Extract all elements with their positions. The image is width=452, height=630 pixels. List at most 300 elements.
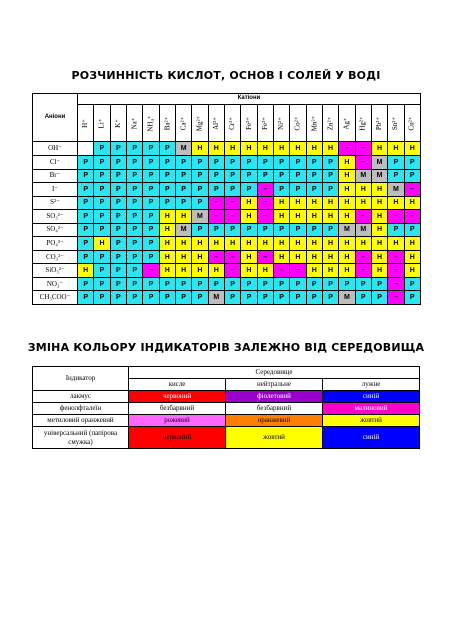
environment-header: Середовище <box>129 367 420 379</box>
solubility-cell: P <box>241 183 257 197</box>
solubility-cell: H <box>371 142 387 156</box>
solubility-cell: H <box>224 142 240 156</box>
solubility-cell: P <box>126 277 142 291</box>
solubility-cell: P <box>192 223 208 237</box>
solubility-cell: P <box>94 196 110 210</box>
solubility-cell: P <box>175 183 191 197</box>
solubility-cell: M <box>355 169 371 183</box>
solubility-cell: P <box>273 223 289 237</box>
solubility-cell: M <box>175 142 191 156</box>
solubility-cell: P <box>257 291 273 305</box>
solubility-cell: P <box>290 277 306 291</box>
indicator-name: універсальний (папірова смужка) <box>33 427 129 449</box>
indicator-name: метиловий оранжевий <box>33 415 129 427</box>
table-row <box>33 250 421 264</box>
solubility-cell: H <box>241 264 257 278</box>
solubility-cell: P <box>78 223 94 237</box>
solubility-cell: P <box>192 169 208 183</box>
anion-label: Br⁻ <box>33 169 78 183</box>
solubility-cell: H <box>306 142 322 156</box>
solubility-cell: P <box>290 169 306 183</box>
table-row <box>33 142 421 156</box>
solubility-cell: P <box>241 169 257 183</box>
solubility-cell: H <box>208 142 224 156</box>
cation-label: Li⁺ <box>94 104 110 142</box>
solubility-cell: P <box>110 169 126 183</box>
solubility-cell: P <box>290 183 306 197</box>
cation-label: Co²⁺ <box>290 104 306 142</box>
environment-label: нейтральне <box>226 379 323 391</box>
solubility-cell: – <box>273 264 289 278</box>
solubility-cell: H <box>159 250 175 264</box>
solubility-cell: P <box>143 210 159 224</box>
solubility-cell: H <box>339 196 355 210</box>
solubility-cell: P <box>94 264 110 278</box>
solubility-cell: H <box>241 210 257 224</box>
solubility-cell: – <box>224 264 240 278</box>
solubility-cell: P <box>94 183 110 197</box>
solubility-cell: P <box>126 223 142 237</box>
solubility-cell: P <box>159 196 175 210</box>
solubility-cell: P <box>355 291 371 305</box>
solubility-cell: – <box>355 250 371 264</box>
solubility-cell: P <box>143 237 159 251</box>
solubility-cell: – <box>388 264 404 278</box>
cation-label: NH₄⁺ <box>143 104 159 142</box>
solubility-cell: – <box>208 210 224 224</box>
solubility-cell: H <box>241 196 257 210</box>
solubility-cell: P <box>273 155 289 169</box>
solubility-cell: H <box>241 250 257 264</box>
solubility-cell: H <box>241 142 257 156</box>
anion-header: Аніони <box>33 94 78 142</box>
solubility-cell: P <box>143 142 159 156</box>
solubility-cell: H <box>273 250 289 264</box>
solubility-cell: P <box>143 223 159 237</box>
solubility-cell: M <box>192 210 208 224</box>
solubility-cell: H <box>192 264 208 278</box>
solubility-cell: P <box>306 169 322 183</box>
solubility-cell: P <box>208 183 224 197</box>
solubility-cell: P <box>94 155 110 169</box>
solubility-cell: H <box>273 196 289 210</box>
solubility-cell: P <box>273 277 289 291</box>
cation-label: Mg²⁺ <box>192 104 208 142</box>
solubility-cell: P <box>143 277 159 291</box>
solubility-cell: P <box>322 223 338 237</box>
solubility-cell: H <box>290 250 306 264</box>
solubility-cell: – <box>208 196 224 210</box>
solubility-cell: H <box>339 250 355 264</box>
cation-header: Катіони <box>78 94 421 105</box>
solubility-cell: P <box>94 210 110 224</box>
solubility-cell: H <box>339 264 355 278</box>
solubility-cell: P <box>78 277 94 291</box>
solubility-cell: H <box>273 237 289 251</box>
solubility-cell: P <box>126 169 142 183</box>
indicator-color-cell: червоний <box>129 391 226 403</box>
indicator-color-cell: жовтий <box>226 427 323 449</box>
solubility-cell: P <box>371 277 387 291</box>
solubility-cell: – <box>388 291 404 305</box>
solubility-cell: P <box>192 196 208 210</box>
solubility-cell: P <box>273 183 289 197</box>
solubility-cell: P <box>241 223 257 237</box>
solubility-cell: P <box>110 210 126 224</box>
solubility-cell: H <box>306 250 322 264</box>
solubility-cell: P <box>306 223 322 237</box>
solubility-cell: – <box>208 250 224 264</box>
solubility-cell: – <box>224 250 240 264</box>
solubility-cell: P <box>126 264 142 278</box>
solubility-cell: P <box>290 155 306 169</box>
solubility-cell: P <box>404 277 420 291</box>
solubility-cell: P <box>159 169 175 183</box>
table-row <box>33 403 420 415</box>
solubility-cell: P <box>78 291 94 305</box>
solubility-cell: P <box>175 196 191 210</box>
anion-label: SiO₃²⁻ <box>33 264 78 278</box>
indicator-name: фенолфталеїн <box>33 403 129 415</box>
solubility-cell: P <box>404 291 420 305</box>
solubility-cell: P <box>322 183 338 197</box>
solubility-cell: P <box>224 169 240 183</box>
table-row <box>33 183 421 197</box>
solubility-cell: P <box>322 277 338 291</box>
solubility-cell: P <box>388 155 404 169</box>
solubility-cell: H <box>322 142 338 156</box>
solubility-cell: M <box>388 183 404 197</box>
solubility-cell: P <box>78 250 94 264</box>
solubility-cell: – <box>257 196 273 210</box>
indicators-title: ЗМІНА КОЛЬОРУ ІНДИКАТОРІВ ЗАЛЕЖНО ВІД СЕРЕДОВИЩА <box>27 341 425 354</box>
solubility-cell: H <box>208 237 224 251</box>
solubility-cell: H <box>273 142 289 156</box>
solubility-cell: P <box>224 223 240 237</box>
cation-label: Fe²⁺ <box>241 104 257 142</box>
solubility-cell: – <box>355 142 371 156</box>
solubility-cell: P <box>126 291 142 305</box>
solubility-cell: H <box>322 210 338 224</box>
solubility-cell: M <box>339 291 355 305</box>
solubility-cell: P <box>404 169 420 183</box>
solubility-cell: P <box>126 142 142 156</box>
solubility-cell: P <box>339 277 355 291</box>
cation-label: Ba²⁺ <box>159 104 175 142</box>
solubility-cell: P <box>110 277 126 291</box>
solubility-cell: P <box>306 183 322 197</box>
cation-label: Cr³⁺ <box>224 104 240 142</box>
solubility-cell: P <box>224 277 240 291</box>
cation-label: Ag⁺ <box>339 104 355 142</box>
solubility-cell: P <box>192 291 208 305</box>
solubility-cell: H <box>224 237 240 251</box>
solubility-cell: P <box>175 291 191 305</box>
solubility-cell: P <box>322 291 338 305</box>
table-row <box>33 237 421 251</box>
solubility-cell: P <box>94 250 110 264</box>
solubility-cell: P <box>257 169 273 183</box>
solubility-cell: M <box>371 155 387 169</box>
solubility-cell: H <box>371 196 387 210</box>
solubility-cell: P <box>192 183 208 197</box>
solubility-cell: – <box>404 183 420 197</box>
solubility-cell: H <box>371 183 387 197</box>
solubility-cell: H <box>306 237 322 251</box>
solubility-cell: H <box>339 183 355 197</box>
solubility-cell: P <box>78 210 94 224</box>
cation-label: Sn²⁺ <box>388 104 404 142</box>
solubility-cell: P <box>306 277 322 291</box>
solubility-cell: P <box>78 237 94 251</box>
solubility-cell: P <box>404 155 420 169</box>
solubility-cell: H <box>322 250 338 264</box>
solubility-cell: H <box>175 264 191 278</box>
solubility-cell: H <box>290 237 306 251</box>
solubility-cell: H <box>159 264 175 278</box>
solubility-cell: P <box>126 155 142 169</box>
solubility-cell: – <box>339 142 355 156</box>
cation-label: Hg²⁺ <box>355 104 371 142</box>
solubility-cell: P <box>78 169 94 183</box>
solubility-cell: M <box>371 169 387 183</box>
solubility-cell: – <box>143 264 159 278</box>
solubility-cell: – <box>355 155 371 169</box>
solubility-cell: H <box>355 183 371 197</box>
solubility-cell: H <box>257 142 273 156</box>
solubility-cell: P <box>306 155 322 169</box>
environment-label: лужне <box>323 379 420 391</box>
solubility-cell: P <box>110 264 126 278</box>
solubility-cell: H <box>257 264 273 278</box>
solubility-cell: P <box>159 183 175 197</box>
cation-label: Cu²⁺ <box>404 104 420 142</box>
solubility-cell: P <box>224 291 240 305</box>
indicator-name: лакмус <box>33 391 129 403</box>
table-row <box>33 277 421 291</box>
solubility-cell: – <box>355 264 371 278</box>
solubility-cell: – <box>388 277 404 291</box>
solubility-cell: P <box>94 291 110 305</box>
solubility-cell: P <box>94 169 110 183</box>
solubility-cell: H <box>192 237 208 251</box>
solubility-cell: P <box>208 169 224 183</box>
indicator-color-cell: малиновий <box>323 403 420 415</box>
solubility-cell: H <box>78 264 94 278</box>
solubility-cell: P <box>322 169 338 183</box>
solubility-cell: M <box>208 291 224 305</box>
solubility-cell: P <box>78 155 94 169</box>
solubility-cell: P <box>159 277 175 291</box>
solubility-cell: H <box>339 237 355 251</box>
solubility-cell: P <box>257 277 273 291</box>
solubility-cell: – <box>224 210 240 224</box>
solubility-cell: P <box>322 155 338 169</box>
solubility-cell: H <box>339 210 355 224</box>
solubility-cell: H <box>355 237 371 251</box>
solubility-cell: H <box>175 250 191 264</box>
indicator-color-cell: рожевий <box>129 415 226 427</box>
anion-label: CO₃²⁻ <box>33 250 78 264</box>
solubility-cell: H <box>371 237 387 251</box>
solubility-cell: P <box>355 277 371 291</box>
indicator-color-cell: оранжевий <box>226 415 323 427</box>
table-row <box>33 391 420 403</box>
solubility-cell: P <box>388 223 404 237</box>
solubility-cell: P <box>208 223 224 237</box>
solubility-cell: H <box>339 155 355 169</box>
solubility-cell: P <box>290 223 306 237</box>
cation-label: H⁺ <box>78 104 94 142</box>
solubility-cell: P <box>143 183 159 197</box>
solubility-cell: P <box>224 155 240 169</box>
indicator-color-cell: безбарвний <box>129 403 226 415</box>
solubility-cell: H <box>355 196 371 210</box>
solubility-cell: M <box>355 223 371 237</box>
solubility-cell: P <box>110 237 126 251</box>
anion-label: PO₄³⁻ <box>33 237 78 251</box>
table-row <box>33 291 421 305</box>
solubility-cell: P <box>126 196 142 210</box>
cation-label: Ni²⁺ <box>273 104 289 142</box>
solubility-cell: H <box>371 223 387 237</box>
anion-label: I⁻ <box>33 183 78 197</box>
solubility-cell: P <box>159 291 175 305</box>
cation-label: Fe³⁺ <box>257 104 273 142</box>
solubility-cell: H <box>159 210 175 224</box>
solubility-cell: P <box>175 277 191 291</box>
anion-label: Cl⁻ <box>33 155 78 169</box>
indicator-color-cell: синій <box>323 391 420 403</box>
solubility-cell: H <box>371 210 387 224</box>
solubility-cell: H <box>290 210 306 224</box>
solubility-cell: P <box>159 142 175 156</box>
solubility-cell: H <box>273 210 289 224</box>
solubility-cell: P <box>110 142 126 156</box>
solubility-cell: P <box>110 196 126 210</box>
solubility-cell: P <box>404 223 420 237</box>
table-row <box>33 264 421 278</box>
solubility-cell: H <box>371 264 387 278</box>
solubility-cell: H <box>94 237 110 251</box>
solubility-cell: – <box>388 250 404 264</box>
solubility-cell: H <box>322 237 338 251</box>
solubility-cell: P <box>143 250 159 264</box>
solubility-cell: H <box>192 142 208 156</box>
solubility-cell: P <box>143 169 159 183</box>
solubility-cell: P <box>78 183 94 197</box>
solubility-cell: H <box>192 250 208 264</box>
solubility-cell: – <box>388 210 404 224</box>
solubility-cell: H <box>388 237 404 251</box>
solubility-cell: P <box>143 196 159 210</box>
solubility-cell: H <box>306 196 322 210</box>
table-row <box>33 415 420 427</box>
solubility-cell: M <box>175 223 191 237</box>
solubility-cell: P <box>371 291 387 305</box>
solubility-cell: H <box>208 264 224 278</box>
solubility-cell: P <box>143 155 159 169</box>
solubility-cell: H <box>290 196 306 210</box>
anion-label: CH₃COO⁻ <box>33 291 78 305</box>
solubility-cell <box>78 142 94 156</box>
solubility-cell: P <box>175 155 191 169</box>
solubility-cell: – <box>257 250 273 264</box>
solubility-cell: H <box>241 237 257 251</box>
solubility-cell: H <box>257 237 273 251</box>
solubility-cell: H <box>159 223 175 237</box>
solubility-table <box>32 93 421 305</box>
solubility-cell: P <box>208 277 224 291</box>
table-row <box>33 210 421 224</box>
anion-label: NO₃⁻ <box>33 277 78 291</box>
solubility-cell: P <box>290 291 306 305</box>
solubility-cell: H <box>404 142 420 156</box>
solubility-cell: P <box>126 210 142 224</box>
solubility-cell: H <box>175 210 191 224</box>
solubility-cell: P <box>241 155 257 169</box>
solubility-cell: P <box>208 155 224 169</box>
table-row <box>33 427 420 449</box>
cation-label: Zn²⁺ <box>322 104 338 142</box>
solubility-cell: H <box>159 237 175 251</box>
solubility-cell: – <box>404 210 420 224</box>
solubility-cell: P <box>110 223 126 237</box>
table-row <box>33 155 421 169</box>
solubility-cell: – <box>355 210 371 224</box>
solubility-cell: H <box>322 196 338 210</box>
anion-label: SO₄²⁻ <box>33 223 78 237</box>
solubility-cell: H <box>388 196 404 210</box>
solubility-cell: P <box>257 155 273 169</box>
solubility-cell: – <box>257 183 273 197</box>
solubility-cell: P <box>110 183 126 197</box>
solubility-cell: P <box>192 155 208 169</box>
table-row <box>33 196 421 210</box>
solubility-cell: P <box>126 183 142 197</box>
indicator-color-cell: жовтий <box>323 415 420 427</box>
solubility-cell: P <box>257 223 273 237</box>
solubility-cell: H <box>371 250 387 264</box>
indicator-color-cell: синій <box>323 427 420 449</box>
table-row <box>33 169 421 183</box>
solubility-cell: H <box>290 142 306 156</box>
solubility-cell: P <box>94 223 110 237</box>
anion-label: OH⁻ <box>33 142 78 156</box>
environment-label: кисле <box>129 379 226 391</box>
cation-label: Na⁺ <box>126 104 142 142</box>
solubility-cell: P <box>94 142 110 156</box>
solubility-cell: P <box>273 291 289 305</box>
cation-label: Ca²⁺ <box>175 104 191 142</box>
solubility-cell: P <box>192 277 208 291</box>
solubility-cell: P <box>143 291 159 305</box>
solubility-cell: P <box>159 155 175 169</box>
indicator-color-cell: фіолетовий <box>226 391 323 403</box>
solubility-cell: H <box>175 237 191 251</box>
indicator-header: Індикатор <box>33 367 129 391</box>
anion-label: S²⁻ <box>33 196 78 210</box>
table-row <box>33 223 421 237</box>
indicator-color-cell: безбарвний <box>226 403 323 415</box>
solubility-cell: M <box>339 223 355 237</box>
solubility-cell: H <box>404 196 420 210</box>
solubility-cell: – <box>257 210 273 224</box>
solubility-cell: – <box>290 264 306 278</box>
solubility-cell: H <box>404 264 420 278</box>
solubility-cell: P <box>224 183 240 197</box>
cation-label: Al³⁺ <box>208 104 224 142</box>
